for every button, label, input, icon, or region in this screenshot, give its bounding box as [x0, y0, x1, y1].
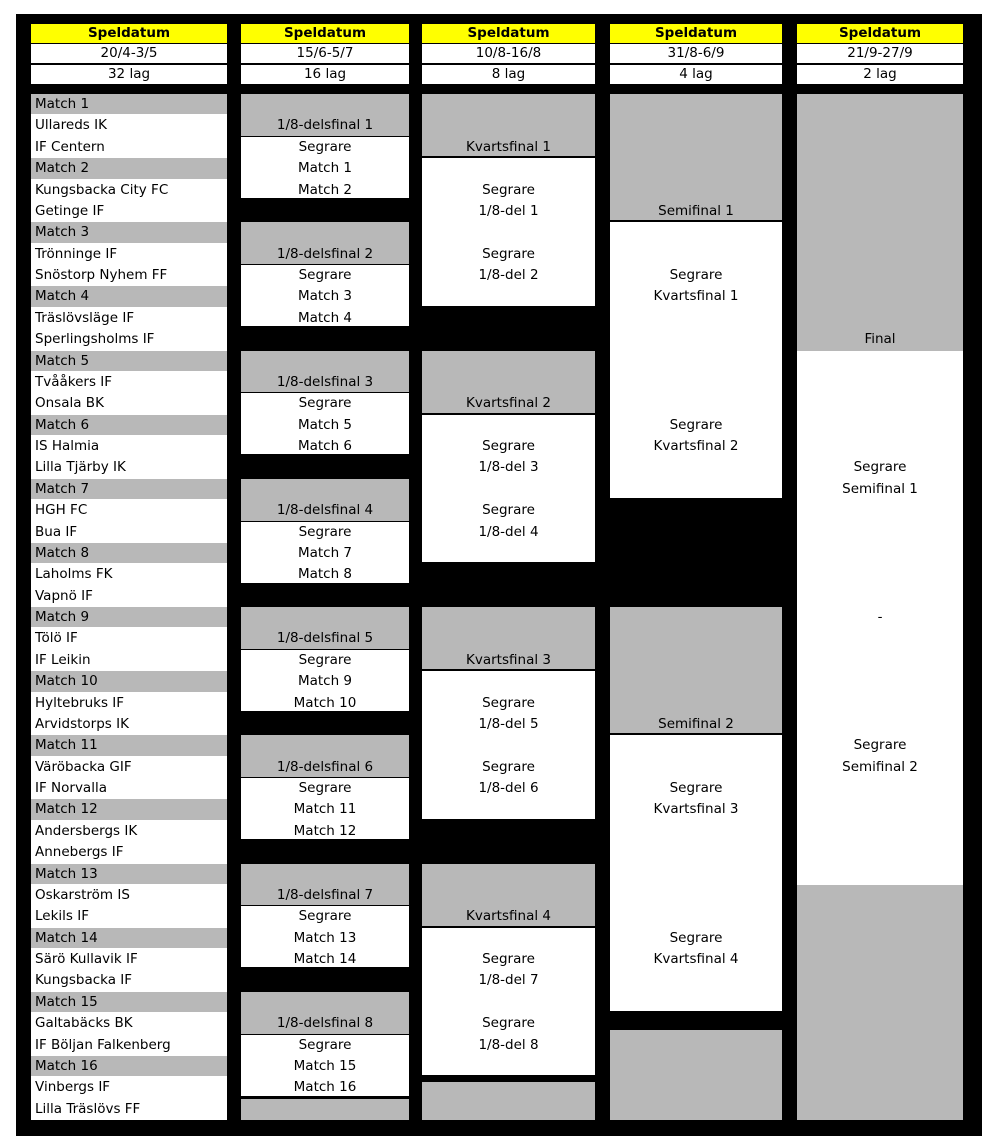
sf-source-2: Kvartsfinal 2: [653, 438, 739, 454]
match-label: Match 4: [35, 288, 90, 305]
team-home: Oskarström IS: [35, 886, 130, 903]
sf-winner-1: Segrare: [669, 267, 723, 283]
team-home: Andersbergs IK: [35, 822, 138, 839]
column-final: [797, 24, 963, 1120]
team-away: IF Centern: [35, 138, 105, 155]
final-tail-block: [797, 885, 963, 1120]
match-label: Match 9: [35, 609, 90, 625]
sf-winner-2: Segrare: [669, 416, 723, 433]
team-home: Trönninge IF: [35, 245, 118, 262]
r16-tail-block: [241, 1099, 409, 1120]
qf-tail-block: [422, 1082, 595, 1120]
qf-source-2: 1/8-del 8: [478, 1036, 539, 1053]
qf-winner-2: Segrare: [482, 1015, 535, 1032]
qf-winner-2: Segrare: [482, 758, 535, 775]
r16-source-a: Match 1: [297, 160, 353, 177]
r16-winner-label: Segrare: [298, 395, 352, 412]
match-label: Match 10: [35, 673, 98, 690]
r16-source-a: Match 5: [297, 416, 353, 433]
qf-source-1: 1/8-del 5: [478, 715, 539, 732]
team-away: Lilla Tjärby IK: [35, 459, 126, 476]
col1-dates: 20/4-3/5: [31, 44, 227, 63]
match-label: Match 7: [35, 480, 90, 497]
col2-teams: 16 lag: [241, 65, 409, 84]
r16-winner-label: Segrare: [298, 138, 352, 155]
r16-source-b: Match 12: [293, 822, 357, 839]
qf-winner-1: Segrare: [482, 438, 535, 454]
team-away: Sperlingsholms IF: [35, 331, 155, 348]
col1-date-label: Speldatum: [31, 24, 227, 43]
r16-source-b: Match 2: [297, 181, 353, 198]
qf-winner-1: Segrare: [482, 694, 535, 711]
r16-title: 1/8-delsfinal 6: [276, 758, 374, 775]
r16-source-a: Match 7: [297, 544, 353, 561]
col2-date-label: Speldatum: [241, 24, 409, 43]
match-label: Match 16: [35, 1057, 98, 1074]
col3-dates: 10/8-16/8: [422, 44, 595, 63]
r16-source-a: Match 15: [293, 1057, 357, 1074]
r16-source-b: Match 16: [293, 1079, 357, 1096]
match-label: Match 1: [35, 96, 90, 112]
match-label: Match 3: [35, 224, 90, 241]
team-home: Kungsbacka City FC: [35, 181, 169, 198]
team-away: Arvidstorps IK: [35, 715, 129, 732]
qf-title: Kvartsfinal 3: [466, 651, 551, 668]
r16-source-b: Match 8: [297, 566, 353, 583]
col3-teams: 8 lag: [422, 65, 595, 84]
r16-source-b: Match 6: [297, 438, 353, 454]
r16-title: 1/8-delsfinal 2: [276, 245, 374, 262]
r16-source-b: Match 10: [293, 694, 357, 711]
column-semifinals: [610, 24, 782, 1120]
final-title: Final: [864, 331, 896, 348]
match-label: Match 15: [35, 993, 98, 1010]
team-away: Lilla Träslövs FF: [35, 1100, 141, 1117]
team-away: Annebergs IF: [35, 844, 124, 861]
match-label: Match 5: [35, 352, 90, 369]
match-label: Match 11: [35, 737, 98, 754]
team-home: Hyltebruks IF: [35, 694, 125, 711]
r16-title: 1/8-delsfinal 5: [276, 630, 374, 647]
qf-title: Kvartsfinal 1: [466, 138, 551, 155]
col2-dates: 15/6-5/7: [241, 44, 409, 63]
team-away: Bua IF: [35, 523, 78, 540]
match-label: Match 6: [35, 416, 90, 433]
team-home: Vinbergs IF: [35, 1079, 111, 1096]
qf-title: Kvartsfinal 2: [466, 395, 551, 412]
team-home: Väröbacka GIF: [35, 758, 132, 775]
r16-source-a: Match 3: [297, 288, 353, 305]
team-away: IF Norvalla: [35, 780, 107, 796]
final-source-1: Semifinal 1: [842, 480, 918, 497]
col4-date-label: Speldatum: [610, 24, 782, 43]
qf-winner-1: Segrare: [482, 181, 535, 198]
col5-date-label: Speldatum: [797, 24, 963, 43]
team-home: Träslövsläge IF: [35, 309, 135, 326]
col5-dates: 21/9-27/9: [797, 44, 963, 63]
qf-title: Kvartsfinal 4: [466, 908, 551, 925]
qf-winner-1: Segrare: [482, 951, 535, 967]
sf-body-block: [610, 735, 782, 1011]
r16-title: 1/8-delsfinal 1: [276, 117, 374, 134]
team-away: Lekils IF: [35, 908, 89, 925]
match-label: Match 13: [35, 865, 98, 882]
sf-source-2: Kvartsfinal 4: [653, 951, 739, 967]
qf-source-1: 1/8-del 1: [478, 202, 539, 219]
match-label: Match 14: [35, 929, 98, 946]
qf-source-2: 1/8-del 6: [478, 780, 539, 796]
r16-source-a: Match 13: [293, 929, 357, 946]
team-away: Getinge IF: [35, 202, 105, 219]
sf-title: Semifinal 1: [658, 202, 734, 219]
team-home: Tölö IF: [35, 630, 78, 647]
team-home: IS Halmia: [35, 438, 100, 454]
team-away: Kungsbacka IF: [35, 972, 133, 989]
qf-source-2: 1/8-del 4: [478, 523, 539, 540]
team-home: Tvååkers IF: [35, 373, 113, 390]
team-home: Särö Kullavik IF: [35, 951, 138, 967]
r16-title: 1/8-delsfinal 4: [276, 502, 374, 519]
team-away: Vapnö IF: [35, 587, 93, 604]
sf-tail-block: [610, 1030, 782, 1120]
sf-title: Semifinal 2: [658, 715, 734, 732]
match-label: Match 2: [35, 160, 90, 177]
r16-winner-label: Segrare: [298, 908, 352, 925]
qf-winner-2: Segrare: [482, 502, 535, 519]
final-winner-1: Segrare: [853, 459, 907, 476]
sf-source-1: Kvartsfinal 3: [653, 801, 739, 818]
team-away: Snöstorp Nyhem FF: [35, 267, 168, 283]
r16-winner-label: Segrare: [298, 1036, 352, 1053]
team-away: Onsala BK: [35, 395, 104, 412]
r16-winner-label: Segrare: [298, 780, 352, 796]
match-label: Match 12: [35, 801, 98, 818]
r16-winner-label: Segrare: [298, 267, 352, 283]
col3-date-label: Speldatum: [422, 24, 595, 43]
sf-source-1: Kvartsfinal 1: [653, 288, 739, 305]
final-source-2: Semifinal 2: [842, 758, 918, 775]
bracket-frame: [16, 14, 982, 1136]
col1-teams: 32 lag: [31, 65, 227, 84]
r16-title: 1/8-delsfinal 8: [276, 1015, 374, 1032]
team-away: IF Böljan Falkenberg: [35, 1036, 171, 1053]
team-home: Ullareds IK: [35, 117, 107, 134]
col5-teams: 2 lag: [797, 65, 963, 84]
column-quarterfinals: [422, 24, 595, 1120]
col4-teams: 4 lag: [610, 65, 782, 84]
sf-winner-2: Segrare: [669, 929, 723, 946]
r16-title: 1/8-delsfinal 3: [276, 373, 374, 390]
r16-source-a: Match 9: [297, 673, 353, 690]
team-home: Galtabäcks BK: [35, 1015, 133, 1032]
r16-source-b: Match 4: [297, 309, 353, 326]
col4-dates: 31/8-6/9: [610, 44, 782, 63]
column-round-32: [31, 24, 227, 1120]
final-dash: -: [877, 609, 883, 625]
sf-body-block: [610, 222, 782, 498]
team-home: Laholms FK: [35, 566, 113, 583]
final-winner-2: Segrare: [853, 737, 907, 754]
team-away: IF Leikin: [35, 651, 91, 668]
qf-winner-2: Segrare: [482, 245, 535, 262]
r16-winner-label: Segrare: [298, 651, 352, 668]
r16-source-a: Match 11: [293, 801, 357, 818]
qf-source-2: 1/8-del 2: [478, 267, 539, 283]
qf-source-1: 1/8-del 7: [478, 972, 539, 989]
final-title-block: [797, 94, 963, 351]
team-home: HGH FC: [35, 502, 88, 519]
column-round-16: [241, 24, 409, 1120]
r16-winner-label: Segrare: [298, 523, 352, 540]
r16-source-b: Match 14: [293, 951, 357, 967]
sf-winner-1: Segrare: [669, 780, 723, 796]
qf-source-1: 1/8-del 3: [478, 459, 539, 476]
r16-title: 1/8-delsfinal 7: [276, 886, 374, 903]
match-label: Match 8: [35, 544, 90, 561]
